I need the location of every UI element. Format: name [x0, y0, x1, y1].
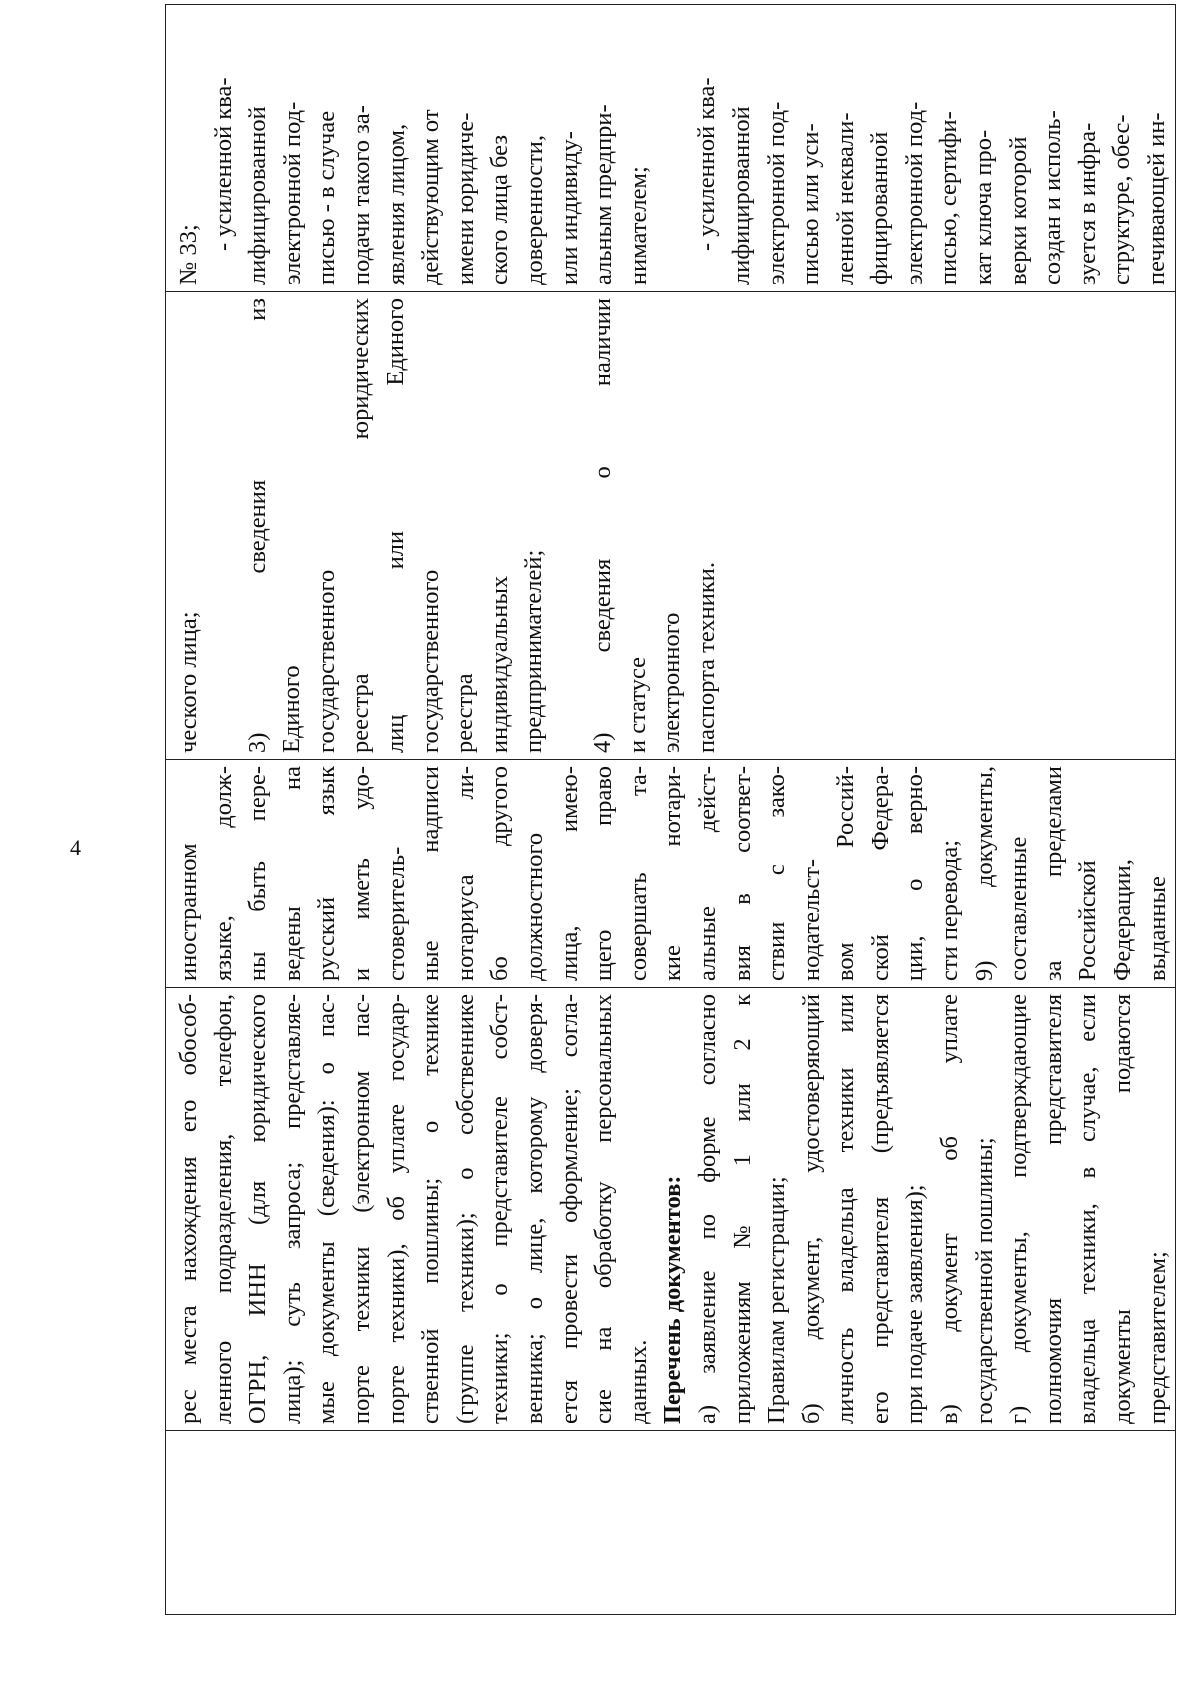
- text-line: выданные: [1143, 876, 1171, 981]
- text-line: ОГРН, ИНН (для юридического: [244, 994, 272, 1424]
- text-line: реестра юридических: [347, 298, 375, 753]
- text-line: подачи такого за-: [347, 105, 375, 285]
- text-line: явления лицом,: [382, 123, 410, 285]
- text-line: вом Россий-: [832, 766, 860, 981]
- text-line: при подаче заявления);: [901, 1184, 929, 1424]
- text-line: за пределами: [1039, 766, 1067, 981]
- text-line: лица, имею-: [555, 766, 583, 981]
- text-line: щего право: [590, 766, 618, 981]
- text-line: мые документы (сведения): о пас-: [313, 994, 341, 1424]
- text-line: ется провести оформление; согла-: [555, 994, 583, 1424]
- rotated-table-container: [165, 70, 1171, 1615]
- text-line: ведены на: [278, 766, 306, 981]
- text-line: электронной под-: [278, 101, 306, 285]
- text-line: ствии с зако-: [763, 766, 791, 981]
- text-line: или индивиду-: [555, 131, 583, 285]
- text-line: иностранном: [175, 843, 202, 981]
- text-line: [207, 298, 241, 753]
- cell-text: [172, 11, 1175, 285]
- table-cell-col1: [166, 1431, 1176, 1615]
- text-line: лифицированной: [727, 106, 755, 285]
- text-line: техники; о представителе собст-: [486, 994, 514, 1424]
- text-line: паспорта техники.: [692, 561, 720, 753]
- text-line: стоверитель-: [382, 846, 410, 981]
- text-line: ленного подразделения, телефон,: [209, 994, 237, 1424]
- text-line: владельца техники, в случае, если: [1074, 994, 1102, 1424]
- text-line: создан и исполь-: [1039, 110, 1067, 285]
- text-line: писью - в случае: [313, 110, 341, 285]
- text-line: полномочия представителя: [1039, 994, 1067, 1424]
- cell-text: [172, 766, 1175, 981]
- page-number: 4: [70, 835, 81, 860]
- text-line: (группе техники); о собственнике: [451, 994, 479, 1424]
- text-line: документы подаются: [1109, 994, 1137, 1424]
- text-line: структуре, обес-: [1108, 114, 1136, 285]
- text-line: и статусе: [623, 656, 651, 753]
- text-line: № 33;: [175, 224, 202, 285]
- text-line: писью или уси-: [797, 123, 825, 285]
- text-line: его представителя (предъявляется: [866, 994, 894, 1424]
- text-line: альные дейст-: [693, 766, 721, 981]
- text-line: сие на обработку персональных: [590, 994, 618, 1424]
- text-line: печивающей ин-: [1143, 112, 1171, 285]
- text-line: лиц или Единого: [381, 298, 409, 753]
- table-cell-col4: [166, 292, 1176, 760]
- text-line: бо другого: [486, 766, 514, 981]
- text-line: приложениям № 1 или 2 к: [728, 994, 756, 1424]
- text-line: имени юридиче-: [451, 112, 479, 285]
- cell-text: [172, 994, 1175, 1424]
- text-line: Правилам регистрации;: [763, 1176, 791, 1424]
- text-line: русский язык: [313, 766, 341, 981]
- text-line: 4) сведения о наличии: [588, 298, 616, 753]
- text-line: Российской: [1074, 860, 1102, 981]
- text-line: 9) документы,: [970, 766, 998, 981]
- text-line: действующим от: [417, 109, 445, 285]
- text-line: лифицированной: [244, 106, 272, 285]
- text-line: электронной под-: [900, 101, 928, 285]
- text-line: должностного: [520, 832, 548, 981]
- text-line: личность владельца техники или: [832, 994, 860, 1424]
- text-line: реестра: [451, 673, 479, 753]
- text-line: б) документ, удостоверяющий: [797, 994, 825, 1424]
- text-line: нодательст-: [797, 858, 825, 981]
- text-line: языке, долж-: [209, 766, 237, 981]
- text-line: ны быть пере-: [244, 766, 272, 981]
- text-line: ции, о верно-: [901, 766, 929, 981]
- text-line: писью, сертифи-: [935, 111, 963, 285]
- text-line: [656, 11, 690, 285]
- text-line: государственного: [416, 569, 444, 753]
- text-line: ской Федера-: [866, 766, 894, 981]
- text-line: сти перевода;: [936, 839, 964, 981]
- text-line: лица); суть запроса; представляе-: [278, 994, 306, 1424]
- text-line: электронного: [658, 612, 686, 753]
- text-line: государственного: [312, 569, 340, 753]
- text-line: государственной пошлины;: [970, 1137, 998, 1424]
- text-line: в) документ об уплате: [936, 994, 964, 1424]
- text-line: ленной неквали-: [831, 112, 859, 285]
- text-line: фицированной: [866, 131, 894, 285]
- text-line: г) документы, подтверждающие: [1005, 994, 1033, 1424]
- text-line: альным предпри-: [590, 104, 618, 285]
- text-line: ственной пошлины; о технике: [417, 994, 445, 1424]
- text-line: порте техники), об уплате государ-: [382, 994, 410, 1424]
- text-line: 3) сведения из: [243, 298, 271, 753]
- table-cell-col5: [166, 5, 1176, 292]
- text-line: рес места нахождения его обособ-: [175, 994, 202, 1424]
- text-line: нотариуса ли-: [451, 766, 479, 981]
- text-line: совершать та-: [624, 766, 652, 981]
- regulation-table: [165, 4, 1176, 1615]
- text-line: и иметь удо-: [347, 766, 375, 981]
- table-cell-col3: [166, 760, 1176, 988]
- text-line: - усиленной ква-: [209, 77, 237, 251]
- text-line: электронной под-: [762, 101, 790, 285]
- cell-text: [172, 298, 724, 753]
- table-cell-col2: [166, 988, 1176, 1431]
- text-line: венника; о лице, которому доверя-: [520, 994, 548, 1424]
- text-line: вия в соответ-: [728, 766, 756, 981]
- text-line: нимателем;: [624, 166, 652, 285]
- text-line: порте техники (электронном пас-: [347, 994, 375, 1424]
- text-line: зуется в инфра-: [1073, 122, 1101, 285]
- text-line: ные надписи: [417, 766, 445, 981]
- text-line: составленные: [1005, 836, 1033, 981]
- text-line: - усиленной ква-: [693, 77, 721, 251]
- table-row: [166, 5, 1176, 1615]
- text-line: доверенности,: [520, 134, 548, 285]
- text-line: ского лица без: [486, 134, 514, 285]
- text-line: Единого: [278, 665, 306, 753]
- text-line: индивидуальных: [485, 575, 513, 753]
- text-line: кат ключа про-: [970, 129, 998, 285]
- text-line: данных.: [624, 1339, 652, 1424]
- text-line: Перечень документов:: [659, 1175, 687, 1424]
- text-line: кие нотари-: [659, 766, 687, 981]
- text-line: представителем;: [1143, 1251, 1171, 1424]
- text-line: верки которой: [1004, 136, 1032, 285]
- text-line: ческого лица;: [175, 611, 202, 753]
- text-line: предпринимателей;: [520, 549, 548, 753]
- text-line: Федерации,: [1109, 859, 1137, 981]
- text-line: [552, 298, 586, 753]
- text-line: а) заявление по форме согласно: [693, 994, 721, 1424]
